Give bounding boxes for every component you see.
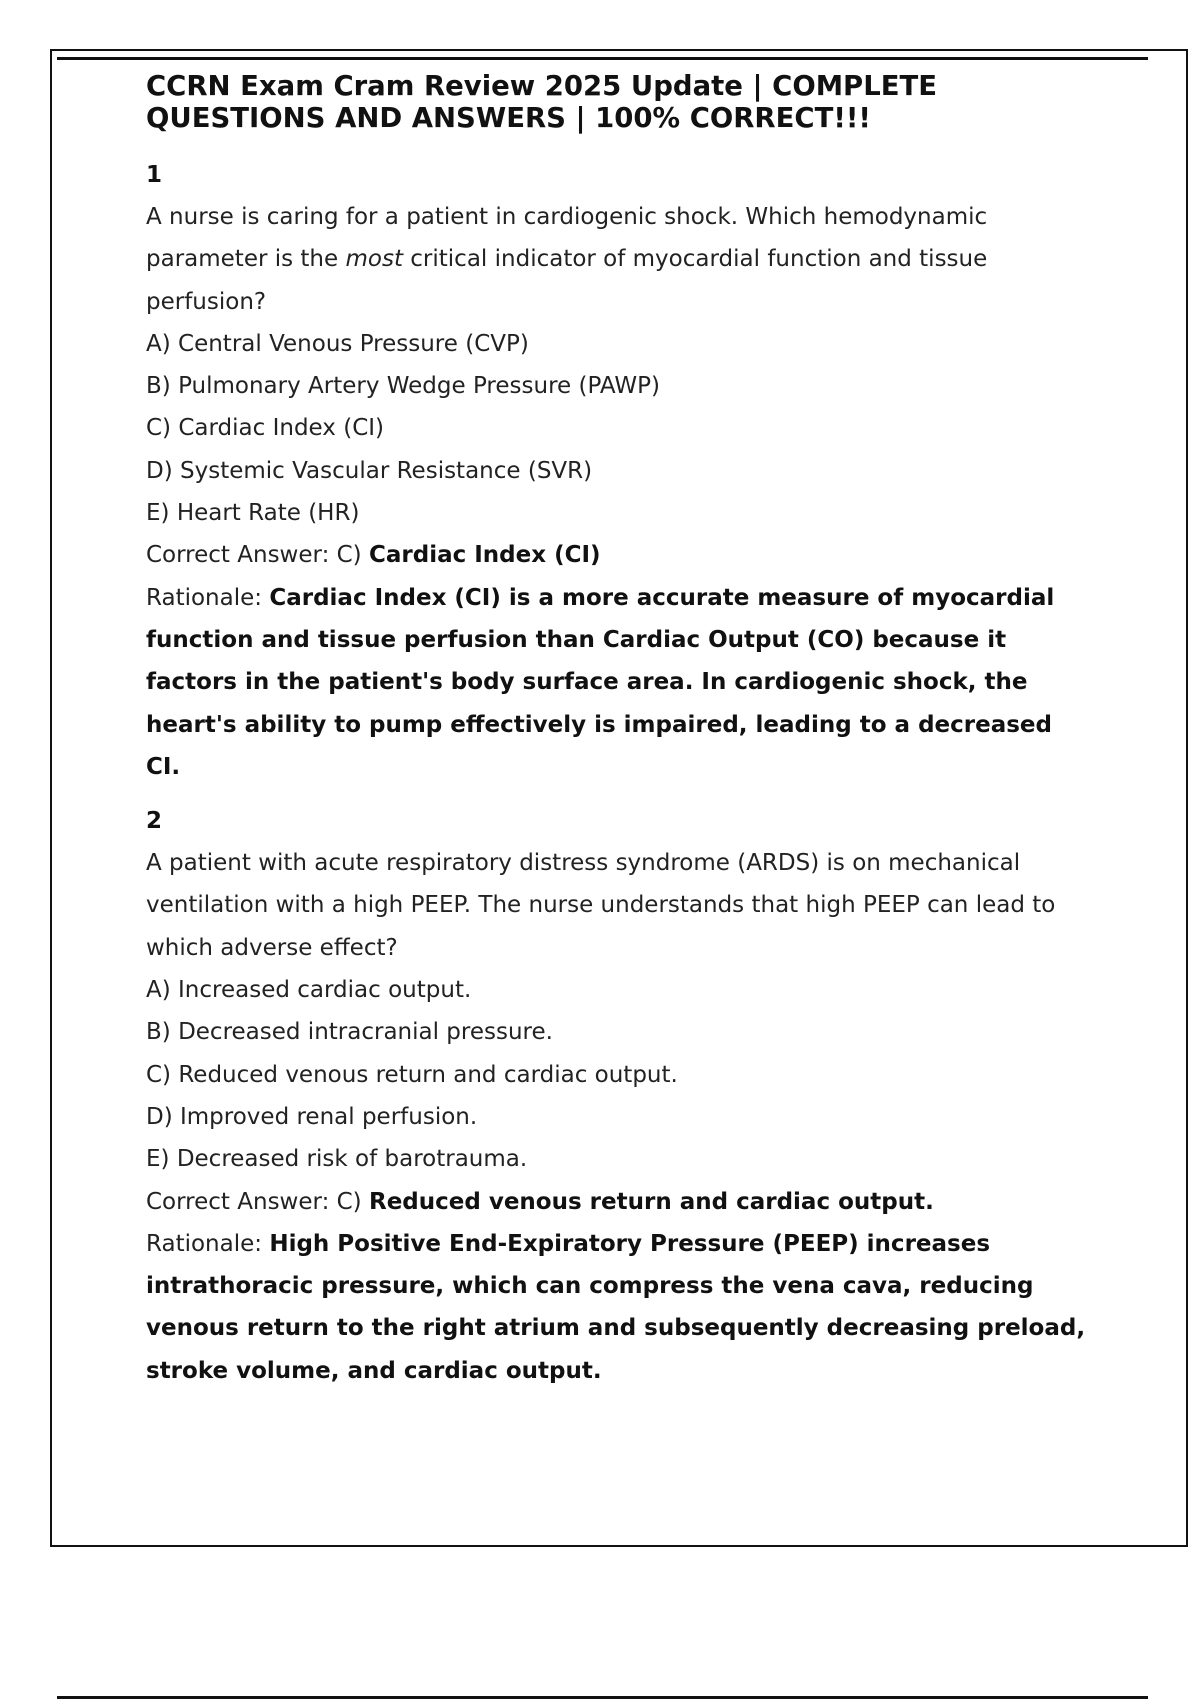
option: B) Decreased intracranial pressure. [146, 1019, 553, 1046]
correct-answer [146, 1181, 1091, 1223]
question-block [146, 800, 1091, 1392]
document-content [146, 70, 1091, 1404]
stem-text: A nurse is caring for a patient in cardiogenic shock. Which hemodynamic parameter is the [146, 204, 988, 273]
question-number: 1 [146, 162, 163, 188]
rationale-label: Rationale: [146, 1230, 270, 1257]
stem-emphasis: most [345, 246, 403, 273]
stem-text: critical indicator of myocardial function and tissue perfusion? [146, 246, 988, 315]
question-stem [146, 196, 1091, 323]
option: D) Systemic Vascular Resistance (SVR) [146, 457, 593, 484]
top-rule [57, 57, 1148, 60]
option: A) Central Venous Pressure (CVP) [146, 330, 529, 357]
option: E) Heart Rate (HR) [146, 500, 360, 527]
document-title: CCRN Exam Cram Review 2025 Update | COMPLETE QUESTIONS AND ANSWERS | 100% CORRECT!!! [146, 70, 938, 134]
rationale-text: Cardiac Index (CI) is a more accurate measure of myocardial function and tissue perfusion than Cardiac Output (CO) because it factors in the patient's body surface area. In cardiogenic shock, the heart's ability to pump effectively is impaired, leading to a decreased CI. [146, 584, 1055, 780]
question-block [146, 154, 1091, 788]
answer-label: Correct Answer: C) [146, 542, 369, 569]
option: E) Decreased risk of barotrauma. [146, 1146, 528, 1173]
option: B) Pulmonary Artery Wedge Pressure (PAWP) [146, 373, 660, 400]
answer-label: Correct Answer: C) [146, 1188, 369, 1215]
rationale [146, 1223, 1091, 1392]
question-number: 2 [146, 808, 163, 835]
option: C) Cardiac Index (CI) [146, 415, 385, 442]
answer-text: Cardiac Index (CI) [368, 542, 601, 569]
rationale-text: High Positive End-Expiratory Pressure (PEEP) increases intrathoracic pressure, which can compress the vena cava, reducing venous return to the right atrium and subsequently decreasing preload, stroke volume, and cardiac output. [146, 1230, 1086, 1384]
rationale-label: Rationale: [146, 584, 270, 611]
correct-answer [146, 534, 1091, 576]
option: D) Improved renal perfusion. [146, 1103, 478, 1130]
question-stem [146, 842, 1091, 969]
option: C) Reduced venous return and cardiac output. [146, 1061, 678, 1088]
bottom-rule [57, 1696, 1148, 1699]
option: A) Increased cardiac output. [146, 977, 472, 1004]
rationale [146, 577, 1091, 788]
answer-text: Reduced venous return and cardiac output. [368, 1188, 934, 1215]
stem-text: A patient with acute respiratory distress syndrome (ARDS) is on mechanical ventilation with a high PEEP. The nurse understands that high PEEP can lead to which adverse effect? [146, 850, 1056, 961]
